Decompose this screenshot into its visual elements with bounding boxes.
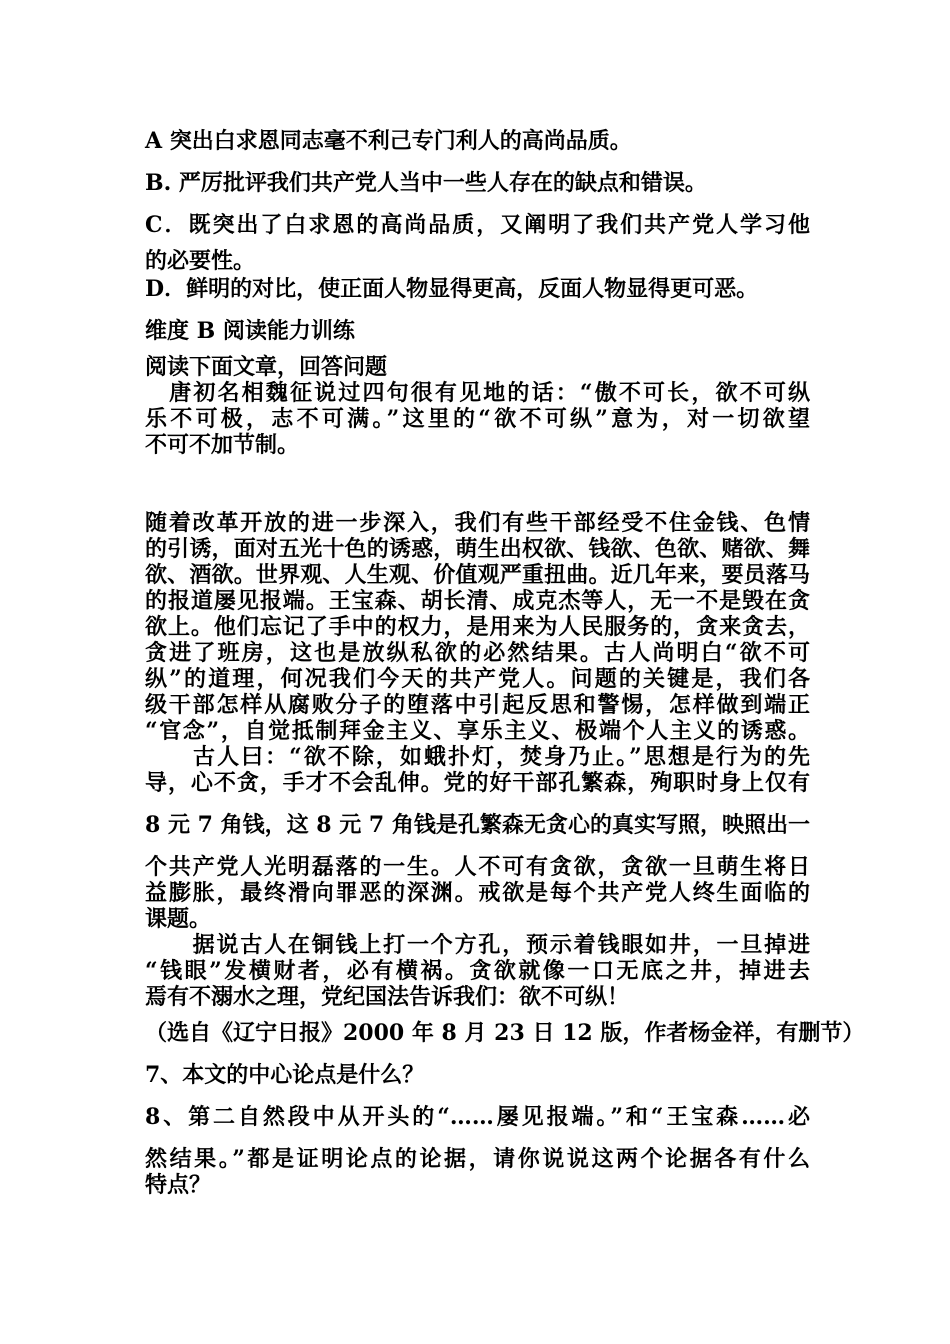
option-b: B. 严厉批评我们共产党人当中一些人存在的缺点和错误。: [145, 170, 707, 196]
spacer: [145, 458, 810, 510]
paragraph-line: 的报道屡见报端。王宝森、胡长清、成克杰等人，无一不是毁在贪: [145, 588, 810, 614]
option-c-line-1: C．既突出了白求恩的高尚品质，又阐明了我们共产党人学习他: [145, 212, 810, 238]
question-7: 7、本文的中心论点是什么？: [145, 1062, 425, 1088]
paragraph-line: 课题。: [145, 906, 212, 932]
paragraph-line: 焉有不溺水之理，党纪国法告诉我们：欲不可纵！: [145, 984, 630, 1010]
paragraph-2: [145, 510, 810, 744]
paragraph-line: 导，心不贪，手才不会乱伸。党的好干部孔繁森，殉职时身上仅有: [145, 770, 810, 796]
option-a: A 突出白求恩同志毫不利己专门利人的高尚品质。: [145, 128, 632, 154]
paragraph-line: 益膨胀，最终滑向罪恶的深渊。戒欲是每个共产党人终生面临的: [145, 880, 810, 906]
paragraph-line: “钱眼”发横财者，必有横祸。贪欲就像一口无底之井，掉进去: [145, 958, 810, 984]
paragraph-line: 8 元 7 角钱，这 8 元 7 角钱是孔繁森无贪心的真实写照，映照出一: [145, 812, 810, 838]
paragraph-line: 纵”的道理，何况我们今天的共产党人。问题的关键是，我们各: [145, 666, 810, 692]
paragraph-line: 随着改革开放的进一步深入，我们有些干部经受不住金钱、色情: [145, 510, 810, 536]
option-c-line-2: 的必要性。: [145, 248, 256, 274]
question-8-line-1: 8、第二自然段中从开头的“……屡见报端。”和“王宝森……必: [145, 1104, 810, 1130]
reading-instruction: 阅读下面文章，回答问题: [145, 354, 388, 380]
paragraph-line: 的引诱，面对五光十色的诱惑，萌生出权欲、钱欲、色欲、赌欲、舞: [145, 536, 810, 562]
paragraph-line: 级干部怎样从腐败分子的堕落中引起反思和警惕，怎样做到端正: [145, 692, 810, 718]
paragraph-4: [145, 932, 810, 1010]
paragraph-line: “官念”，自觉抵制拜金主义、享乐主义、极端个人主义的诱惑。: [145, 718, 810, 744]
source-citation: （选自《辽宁日报》2000 年 8 月 23 日 12 版，作者杨金祥，有删节）: [145, 1020, 865, 1046]
paragraph-1: [145, 380, 810, 458]
paragraph-line: 欲、酒欲。世界观、人生观、价值观严重扭曲。近几年来，要员落马: [145, 562, 810, 588]
section-title: 维度 B 阅读能力训练: [145, 318, 355, 344]
document-page: [145, 128, 865, 1198]
paragraph-line: 唐初名相魏征说过四句很有见地的话：“傲不可长，欲不可纵: [145, 380, 810, 406]
paragraph-line: 贪进了班房，这也是放纵私欲的必然结果。古人尚明白“欲不可: [145, 640, 810, 666]
question-8-line-3: 特点？: [145, 1172, 212, 1198]
paragraph-line: 据说古人在铜钱上打一个方孔，预示着钱眼如井，一旦掉进: [145, 932, 810, 958]
paragraph-line: 个共产党人光明磊落的一生。人不可有贪欲，贪欲一旦萌生将日: [145, 854, 810, 880]
paragraph-3: [145, 744, 810, 932]
paragraph-line: 古人曰：“欲不除，如蛾扑灯，焚身乃止。”思想是行为的先: [145, 744, 810, 770]
option-d: D．鲜明的对比，使正面人物显得更高，反面人物显得更可恶。: [145, 276, 759, 302]
paragraph-line: 乐不可极，志不可满。”这里的“欲不可纵”意为，对一切欲望: [145, 406, 810, 432]
question-8-line-2: 然结果。”都是证明论点的论据，请你说说这两个论据各有什么: [145, 1146, 810, 1172]
paragraph-line: 欲上。他们忘记了手中的权力，是用来为人民服务的，贪来贪去，: [145, 614, 810, 640]
paragraph-line: 不可不加节制。: [145, 432, 300, 458]
